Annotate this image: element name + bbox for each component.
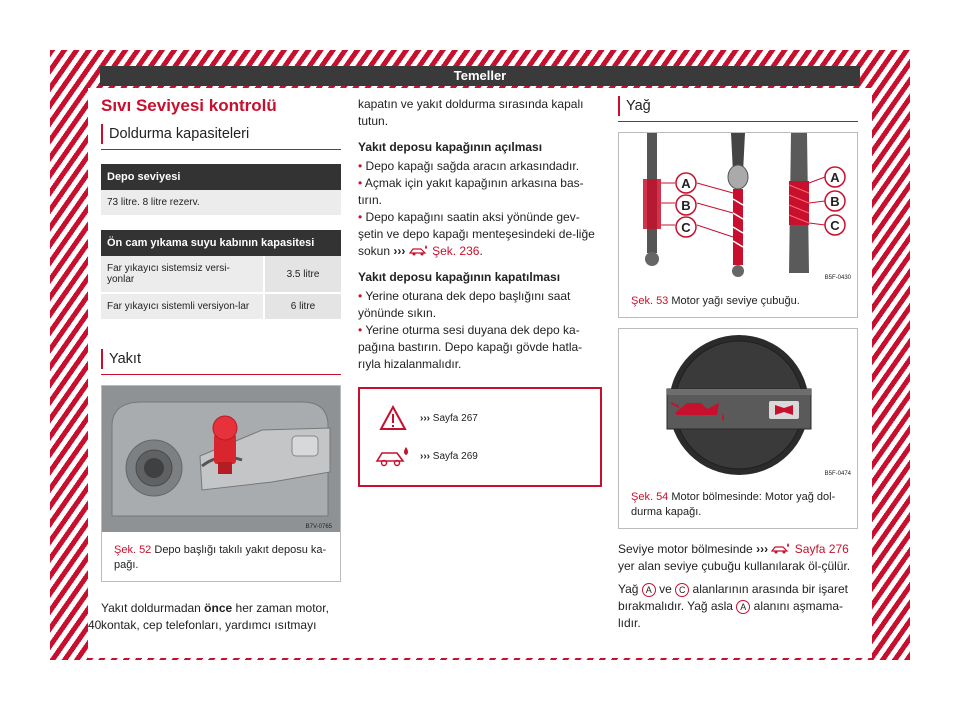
marker-a: A <box>642 583 656 597</box>
figure-number: Şek. 54 <box>631 490 669 503</box>
figure-53 <box>618 132 858 318</box>
list-text: Yerine oturma sesi duyana dek depo ka-pağına bastırın. Depo kapağı gövde hatla-rıyla hizalanmalıdır. <box>358 323 583 372</box>
list-item <box>358 175 602 209</box>
bullet: • <box>358 159 366 174</box>
text-fragment: yer alan seviye çubuğu kullanılarak öl-çülür. <box>618 558 851 573</box>
figure-number: Şek. 52 <box>114 544 152 556</box>
column-3 <box>618 96 858 632</box>
list-item <box>358 322 602 373</box>
ref-arrow: ››› <box>756 541 769 556</box>
text-fragment: her zaman motor, kontak, cep telefonları, yardımcı ısıtmayı <box>101 600 329 632</box>
figure-link[interactable]: Şek. 236 <box>432 244 480 259</box>
row-value: 3.5 litre <box>263 256 341 292</box>
column-1 <box>101 96 341 634</box>
reference-row <box>366 437 594 475</box>
bullet: • <box>358 176 365 191</box>
figure-caption <box>619 484 857 528</box>
list-text: Depo kapağını saatin aksi yönünde gev-şetin ve depo kapağı menteşesindeki de-liğe sokun <box>358 210 595 259</box>
oil-paragraph-2 <box>618 581 858 632</box>
continued-paragraph: kapatın ve yakıt doldurma sırasında kapalı tutun. <box>358 97 584 129</box>
ref-arrow: ››› <box>420 412 430 424</box>
washer-table <box>101 230 341 321</box>
fuel-heading: Yakıt <box>101 349 341 369</box>
divider <box>101 149 341 150</box>
section-header: Temeller <box>100 66 860 86</box>
close-title: Yakıt deposu kapağının kapatılması <box>358 270 561 285</box>
column-2 <box>358 96 602 487</box>
warning-triangle-icon <box>379 405 407 431</box>
figure-caption <box>102 537 340 581</box>
emphasis: önce <box>204 600 233 615</box>
fuel-paragraph <box>101 600 341 634</box>
figure-54 <box>618 328 858 529</box>
subtitle-capacities: Doldurma kapasiteleri <box>101 124 341 144</box>
table-row <box>101 256 341 294</box>
text-fragment: Seviye motor bölmesinde <box>618 541 753 556</box>
tank-table <box>101 164 341 216</box>
text-fragment: ve <box>659 581 672 596</box>
bullet: • <box>358 289 366 304</box>
oil-paragraph-1 <box>618 541 858 575</box>
list-item: • Depo kapağını saatin aksi yönünde gev-şetin ve depo kapağı menteşesindeki de-liğe sokun ››› Şek. 236. <box>358 210 595 259</box>
list-item <box>358 288 602 322</box>
oil-heading: Yağ <box>618 96 858 116</box>
page-link[interactable]: Sayfa 267 <box>432 412 478 424</box>
oil-cap-illustration <box>619 329 857 479</box>
ref-arrow: ››› <box>393 244 406 259</box>
marker-a: A <box>736 600 750 614</box>
figure-number: Şek. 53 <box>631 295 669 307</box>
tank-table-head: Depo seviyesi <box>101 164 341 190</box>
label-a: A <box>830 170 840 185</box>
table-row <box>101 294 341 321</box>
text-fragment: alanlarının arasında bir işaret bırakmalıdır. Yağ asla <box>618 581 848 613</box>
page-link[interactable]: Sayfa 276 <box>794 541 849 556</box>
washer-table-head: Ön cam yıkama suyu kabının kapasitesi <box>101 230 341 256</box>
page-number: 40 <box>88 618 102 632</box>
figure-code: B5F-0474 <box>824 470 851 477</box>
figure-52 <box>101 385 341 582</box>
divider <box>101 374 341 375</box>
row-label: Far yıkayıcı sistemli versiyon-lar <box>107 301 250 312</box>
caption-text: Motor yağı seviye çubuğu. <box>671 295 800 307</box>
reference-box <box>358 387 602 487</box>
row-value: 6 litre <box>263 294 341 319</box>
label-c: C <box>681 220 691 235</box>
divider <box>618 121 858 122</box>
car-drop-icon <box>375 445 411 467</box>
dipstick-illustration <box>619 133 857 283</box>
row-label: Far yıkayıcı sistemsiz versi-yonlar <box>107 263 230 285</box>
figure-code: B7V-0765 <box>305 524 332 530</box>
figure-caption <box>619 288 857 317</box>
bullet: • <box>358 323 366 338</box>
list-item <box>358 158 602 175</box>
caption-text: Motor bölmesinde: Motor yağ dol-durma kapağı. <box>631 490 836 518</box>
car-drop-icon <box>771 542 791 554</box>
page-title: Sıvı Seviyesi kontrolü <box>101 96 277 115</box>
caption-text: Depo başlığı takılı yakıt deposu ka-pağı. <box>114 544 327 571</box>
label-b: B <box>681 198 691 213</box>
car-drop-icon <box>409 244 429 256</box>
label-a: A <box>681 176 691 191</box>
list-text: Depo kapağı sağda aracın arkasındadır. <box>365 159 580 174</box>
text-fragment: alanını aşmama-lıdır. <box>618 598 844 630</box>
tank-table-row: 73 litre. 8 litre rezerv. <box>101 190 341 216</box>
figure-code: B5F-0430 <box>824 275 851 281</box>
text-fragment: Yakıt doldurmadan <box>101 600 205 615</box>
list-text: Açmak için yakıt kapağının arkasına bas-tırın. <box>358 176 584 208</box>
list-text: Yerine oturana dek depo başlığını saat yönünde sıkın. <box>358 289 571 321</box>
fuel-cap-illustration <box>102 386 340 532</box>
label-c: C <box>830 218 840 233</box>
text-fragment: Yağ <box>618 581 639 596</box>
ref-arrow: ››› <box>420 450 430 462</box>
reference-row <box>366 399 594 437</box>
marker-c: C <box>675 583 689 597</box>
bullet: • <box>358 210 366 225</box>
page-link[interactable]: Sayfa 269 <box>432 450 478 462</box>
open-title: Yakıt deposu kapağının açılması <box>358 140 543 155</box>
label-b: B <box>830 194 840 209</box>
